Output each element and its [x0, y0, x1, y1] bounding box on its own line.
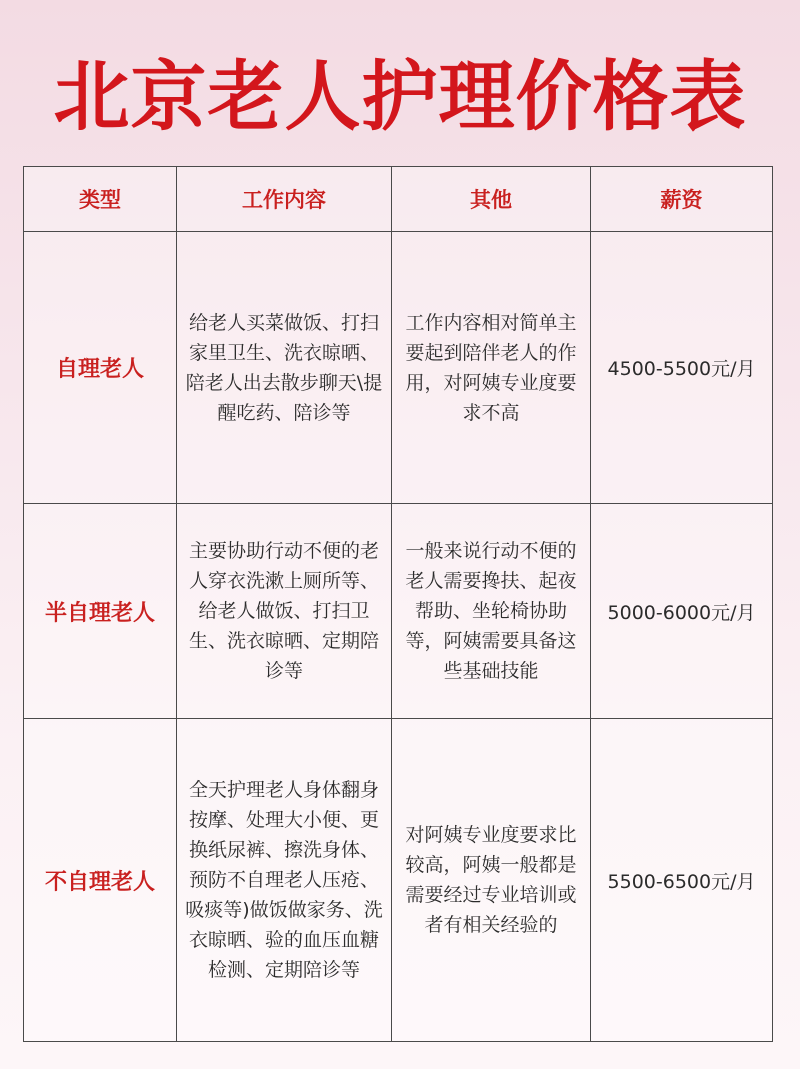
price-table: [23, 166, 773, 1042]
cell-salary: 5500-6500元/月: [591, 719, 773, 1042]
cell-work: [177, 232, 392, 504]
table-header-row: [24, 167, 773, 232]
page-title: 北京老人护理价格表: [53, 52, 747, 141]
cell-other: [392, 232, 591, 504]
header-other: 其他: [392, 167, 591, 232]
table-row: [24, 504, 773, 719]
header-salary: 薪资: [591, 167, 773, 232]
cell-work-text: 给老人买菜做饭、打扫家里卫生、洗衣晾晒、陪老人出去散步聊天\提醒吃药、陪诊等: [185, 311, 383, 424]
header-work: 工作内容: [177, 167, 392, 232]
cell-type: 不自理老人: [24, 719, 177, 1042]
cell-type: 自理老人: [24, 232, 177, 504]
cell-salary: 5000-6000元/月: [591, 504, 773, 719]
header-type: 类型: [24, 167, 177, 232]
cell-work-text: 主要协助行动不便的老人穿衣洗漱上厕所等、给老人做饭、打扫卫生、洗衣晾晒、定期陪诊等: [188, 540, 379, 682]
cell-salary: 4500-5500元/月: [591, 232, 773, 504]
cell-other: [392, 719, 591, 1042]
cell-type: 半自理老人: [24, 504, 177, 719]
cell-other-text: 对阿姨专业度要求比较高，阿姨一般都是需要经过专业培训或者有相关经验的: [405, 824, 577, 936]
cell-work: [177, 719, 392, 1042]
cell-work-text: 全天护理老人身体翻身按摩、处理大小便、更换纸尿裤、擦洗身体、预防不自理老人压疮、吸痰等)做饭做家务、洗衣晾晒、验的血压血糖检测、定期陪诊等: [185, 779, 383, 981]
cell-other: [392, 504, 591, 719]
table-row: [24, 719, 773, 1042]
cell-other-text: 一般来说行动不便的老人需要搀扶、起夜帮助、坐轮椅协助等，阿姨需要具备这些基础技能: [405, 540, 577, 682]
cell-work: [177, 504, 392, 719]
table-row: [24, 232, 773, 504]
cell-other-text: 工作内容相对简单主要起到陪伴老人的作用，对阿姨专业度要求不高: [405, 311, 577, 424]
